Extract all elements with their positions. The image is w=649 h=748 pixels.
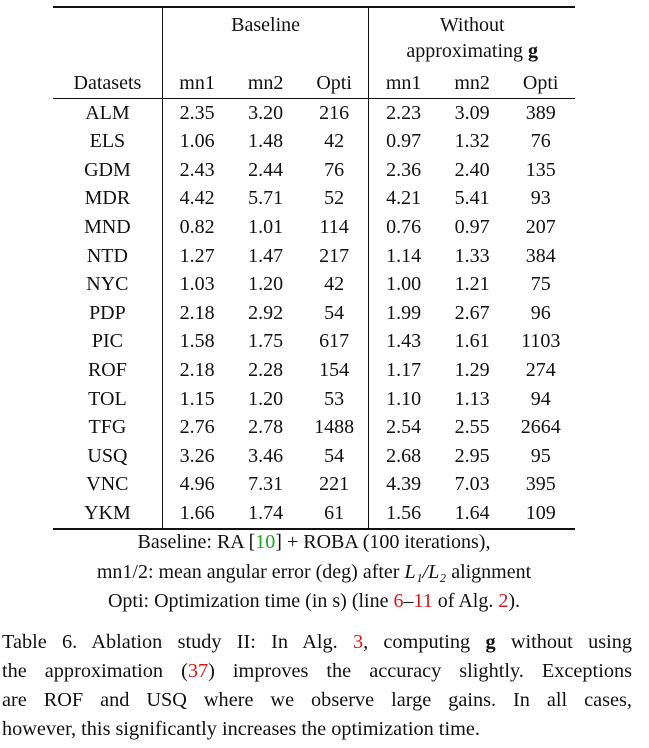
column-header-datasets: Datasets (53, 69, 162, 98)
cell-baseline-mn1: 1.58 (179, 330, 215, 353)
cell-without-opti: 274 (525, 358, 556, 381)
cell-dataset: MDR (53, 184, 162, 213)
cell-without-opti: 93 (530, 187, 551, 210)
group-header-without-line1: Without (439, 14, 505, 36)
cell-without-opti: 207 (525, 215, 556, 238)
cell-without-mn2: 1.64 (438, 499, 507, 529)
cell-baseline-mn2: 3.20 (248, 101, 284, 124)
cell-baseline-mn2: 2.44 (248, 158, 284, 181)
cell-baseline-mn2: 1.48 (248, 130, 284, 153)
cell-without-mn2: 1.21 (454, 273, 490, 296)
table-row (53, 385, 575, 414)
cell-without-mn2: 7.03 (454, 473, 490, 496)
cell-dataset: VNC (53, 470, 162, 499)
cell-without-mn1: 4.39 (386, 473, 422, 496)
caption-text: ) improves the accuracy slightly. Exceptions (208, 660, 633, 682)
cell-without-mn2: 1.13 (454, 387, 490, 410)
line-ref-link[interactable]: 11 (413, 590, 433, 612)
column-header-baseline-mn1: mn1 (162, 69, 231, 98)
cell-dataset: TOL (53, 385, 162, 414)
cell-dataset: MND (53, 213, 162, 242)
table-row (53, 213, 575, 242)
cell-without-opti: 135 (525, 158, 556, 181)
cell-baseline-mn1: 1.66 (162, 499, 231, 529)
cell-baseline-opti: 1488 (300, 413, 369, 442)
caption-line: are ROF and USQ where we observe large gains. In all cases, (2, 689, 632, 711)
cell-dataset: ELS (53, 127, 162, 156)
cell-without-opti: 76 (530, 130, 551, 153)
header-blank (53, 7, 162, 69)
cell-without-mn1: 0.76 (386, 215, 422, 238)
cell-without-mn1: 1.43 (386, 330, 422, 353)
column-header-without-mn1: mn1 (369, 69, 438, 98)
note-baseline-text-end: ] + ROBA (100 iterations), (275, 531, 491, 553)
cell-baseline-opti: 221 (300, 470, 369, 499)
note-opti (53, 587, 575, 617)
cell-baseline-mn1: 1.15 (179, 387, 215, 410)
cell-dataset: TFG (53, 413, 162, 442)
table-row (53, 356, 575, 385)
cell-baseline-opti: 54 (300, 442, 369, 471)
table-caption (2, 628, 632, 744)
cell-baseline-mn1: 2.18 (179, 301, 215, 324)
cell-without-mn2: 5.41 (454, 187, 490, 210)
cell-without-mn1: 2.23 (386, 101, 422, 124)
cell-dataset: PIC (53, 327, 162, 356)
cell-baseline-mn2: 2.28 (248, 358, 284, 381)
cell-baseline-opti: 76 (300, 156, 369, 185)
cell-dataset: USQ (53, 442, 162, 471)
cell-without-mn2: 2.67 (454, 301, 490, 324)
cell-without-opti: 109 (506, 499, 575, 529)
cell-baseline-mn2: 2.92 (248, 301, 284, 324)
cell-without-mn2: 3.09 (454, 101, 490, 124)
cell-without-opti: 1103 (521, 330, 561, 353)
cell-baseline-opti: 114 (300, 213, 369, 242)
note-mn-text-end: alignment (451, 560, 532, 583)
cell-dataset: ROF (53, 356, 162, 385)
cell-baseline-mn1: 3.26 (179, 444, 215, 467)
group-header-row (53, 7, 575, 69)
cell-dataset: NTD (53, 242, 162, 271)
cell-dataset: YKM (53, 499, 162, 529)
cell-baseline-opti: 42 (300, 127, 369, 156)
cell-baseline-mn1: 0.82 (179, 215, 215, 238)
column-header-row (53, 69, 575, 98)
column-header-without-mn2: mn2 (438, 69, 507, 98)
cell-baseline-mn2: 1.20 (248, 273, 284, 296)
note-opti-text: Opti: Optimization time (in s) (line (107, 590, 389, 612)
cell-baseline-opti: 61 (300, 499, 369, 529)
cell-without-mn1: 1.00 (386, 273, 422, 296)
cell-baseline-mn1: 1.27 (179, 244, 215, 267)
cell-without-mn1: 2.54 (386, 416, 422, 439)
line-ref-link[interactable]: 6 (393, 590, 404, 612)
ablation-table (53, 6, 575, 530)
cell-without-mn2: 1.32 (454, 130, 490, 153)
cell-baseline-mn2: 1.47 (248, 244, 284, 267)
cell-baseline-mn2: 1.74 (231, 499, 300, 529)
table-row (53, 442, 575, 471)
equation-ref-link[interactable]: 37 (187, 660, 209, 682)
cell-without-mn2: 1.29 (454, 358, 490, 381)
cell-baseline-mn1: 2.43 (179, 158, 215, 181)
cell-dataset: ALM (53, 98, 162, 127)
cell-baseline-mn1: 4.96 (179, 473, 215, 496)
cell-baseline-opti: 54 (300, 299, 369, 328)
cell-without-mn2: 0.97 (454, 215, 490, 238)
cell-without-opti: 389 (525, 101, 556, 124)
cell-without-mn2: 1.61 (454, 330, 490, 353)
cell-baseline-mn2: 1.01 (248, 215, 284, 238)
note-mn (53, 558, 575, 588)
cell-without-opti: 384 (525, 244, 556, 267)
caption-text: without using (510, 631, 633, 653)
note-opti-dash: – (403, 590, 414, 612)
cell-baseline-mn1: 2.18 (179, 358, 215, 381)
cell-without-mn1: 0.97 (386, 130, 422, 153)
caption-line: however, this significantly increases the optimization time. (2, 718, 480, 740)
table-row (53, 299, 575, 328)
table-row (53, 413, 575, 442)
cell-baseline-opti: 217 (300, 242, 369, 271)
cell-without-mn1: 4.21 (386, 187, 422, 210)
note-mn-text: mn1/2: mean angular error (deg) after (96, 560, 400, 583)
cell-baseline-mn1: 4.42 (179, 187, 215, 210)
group-header-baseline (162, 7, 369, 69)
cell-baseline-mn1: 2.35 (179, 101, 215, 124)
cell-without-mn1: 1.14 (386, 244, 422, 267)
cell-baseline-opti: 154 (300, 356, 369, 385)
table-row (53, 327, 575, 356)
caption-text: Table 6. Ablation study II: In Alg. (2, 631, 338, 653)
table-row (53, 184, 575, 213)
caption-line (2, 628, 632, 657)
cell-baseline-mn2: 7.31 (248, 473, 284, 496)
table-row (53, 499, 575, 529)
table-row (53, 270, 575, 299)
group-header-without-symbol: g (528, 40, 538, 62)
cell-without-opti: 96 (530, 301, 551, 324)
cell-baseline-opti: 617 (300, 327, 369, 356)
cell-baseline-opti: 42 (300, 270, 369, 299)
caption-symbol: g (485, 631, 496, 653)
cell-without-mn2: 2.55 (454, 416, 490, 439)
cell-baseline-mn2: 1.20 (248, 387, 284, 410)
cell-without-mn1: 1.56 (369, 499, 438, 529)
note-mn-math: L₁/L₂ (404, 560, 447, 583)
algorithm-ref-link[interactable]: 3 (352, 631, 364, 653)
cell-baseline-mn2: 1.75 (248, 330, 284, 353)
cell-without-mn2: 2.40 (454, 158, 490, 181)
cell-without-mn1: 1.17 (386, 358, 422, 381)
table-row (53, 98, 575, 127)
table-body (53, 98, 575, 528)
column-header-baseline-opti: Opti (300, 69, 369, 98)
table-notes (53, 528, 575, 617)
cell-baseline-mn1: 1.03 (179, 273, 215, 296)
cell-without-mn1: 1.99 (386, 301, 422, 324)
cell-without-mn1: 2.36 (386, 158, 422, 181)
cell-without-mn2: 1.33 (454, 244, 490, 267)
cell-dataset: NYC (53, 270, 162, 299)
note-baseline (53, 528, 575, 558)
cell-baseline-mn1: 2.76 (179, 416, 215, 439)
caption-text: , computing (363, 631, 471, 653)
caption-line (2, 657, 632, 686)
table-row (53, 156, 575, 185)
table-row (53, 242, 575, 271)
group-header-without-line2: approximating (406, 40, 523, 62)
cell-without-opti: 94 (530, 387, 551, 410)
cell-without-opti: 95 (530, 444, 551, 467)
citation-link[interactable]: 10 (255, 531, 276, 553)
cell-dataset: GDM (53, 156, 162, 185)
cell-baseline-opti: 216 (300, 98, 369, 127)
caption-text: the approximation ( (2, 660, 188, 682)
group-header-baseline-label: Baseline (231, 14, 301, 36)
cell-baseline-mn2: 5.71 (248, 187, 284, 210)
cell-without-opti: 75 (530, 273, 551, 296)
cell-without-mn2: 2.95 (454, 444, 490, 467)
cell-baseline-mn2: 3.46 (248, 444, 284, 467)
note-opti-text-end: ). (508, 590, 520, 612)
cell-without-mn1: 2.68 (386, 444, 422, 467)
note-baseline-text: Baseline: RA [ (137, 531, 256, 553)
cell-baseline-opti: 52 (300, 184, 369, 213)
cell-baseline-mn2: 2.78 (248, 416, 284, 439)
algorithm-ref-link[interactable]: 2 (498, 590, 509, 612)
cell-without-opti: 395 (525, 473, 556, 496)
group-header-without (369, 7, 575, 69)
cell-without-mn1: 1.10 (386, 387, 422, 410)
cell-without-opti: 2664 (520, 416, 561, 439)
column-header-without-opti: Opti (506, 69, 575, 98)
table-row (53, 470, 575, 499)
cell-baseline-mn1: 1.06 (179, 130, 215, 153)
cell-dataset: PDP (53, 299, 162, 328)
table-row (53, 127, 575, 156)
column-header-baseline-mn2: mn2 (231, 69, 300, 98)
note-opti-text-mid: of Alg. (437, 590, 494, 612)
cell-baseline-opti: 53 (300, 385, 369, 414)
